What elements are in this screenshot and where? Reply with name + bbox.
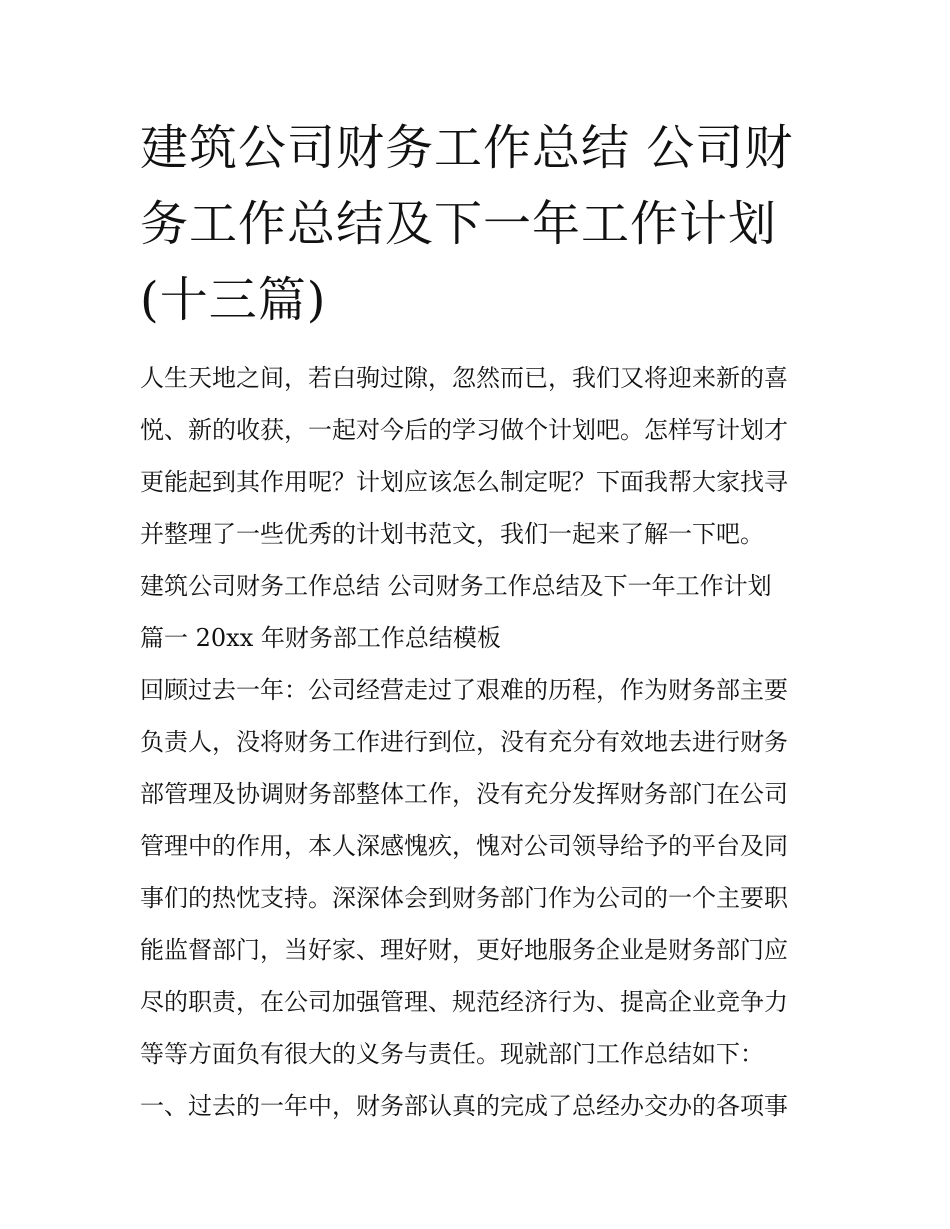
text-line: 一、过去的一年中，财务部认真的完成了总经办交办的各项事: [140, 1092, 788, 1120]
document-title: [140, 110, 812, 338]
text-line: 管理中的作用，本人深感愧疚，愧对公司领导给予的平台及同: [140, 832, 788, 860]
title-line: 务工作总结及下一年工作计划: [140, 196, 778, 252]
text-line: 人生天地之间，若白驹过隙，忽然而已，我们又将迎来新的喜: [140, 364, 788, 392]
intro-paragraph: [140, 352, 812, 560]
text-line: 悦、新的收获，一起对今后的学习做个计划吧。怎样写计划才: [140, 416, 788, 444]
text-line: 并整理了一些优秀的计划书范文，我们一起来了解一下吧。: [140, 520, 764, 548]
text-line: 回顾过去一年：公司经营走过了艰难的历程，作为财务部主要: [140, 676, 788, 704]
text-line: 等等方面负有很大的义务与责任。现就部门工作总结如下：: [140, 1040, 764, 1068]
title-line: (十三篇): [140, 272, 327, 328]
text-line: 尽的职责，在公司加强管理、规范经济行为、提高企业竞争力: [140, 988, 788, 1016]
section-heading: 建筑公司财务工作总结 公司财务工作总结及下一年工作计划: [140, 572, 772, 600]
document-page: [140, 0, 812, 1132]
text-line: 更能起到其作用呢？计划应该怎么制定呢？下面我帮大家找寻: [140, 468, 788, 496]
chapter-heading: 篇一 20xx 年财务部工作总结模板: [140, 624, 501, 652]
text-line: 负责人，没将财务工作进行到位，没有充分有效地去进行财务: [140, 728, 788, 756]
text-line: 能监督部门，当好家、理好财，更好地服务企业是财务部门应: [140, 936, 788, 964]
document-body: [140, 352, 812, 1132]
text-line: 部管理及协调财务部整体工作，没有充分发挥财务部门在公司: [140, 780, 788, 808]
text-line: 事们的热忱支持。深深体会到财务部门作为公司的一个主要职: [140, 884, 788, 912]
title-line: 建筑公司财务工作总结 公司财: [140, 120, 794, 176]
body-paragraph: [140, 664, 812, 1132]
